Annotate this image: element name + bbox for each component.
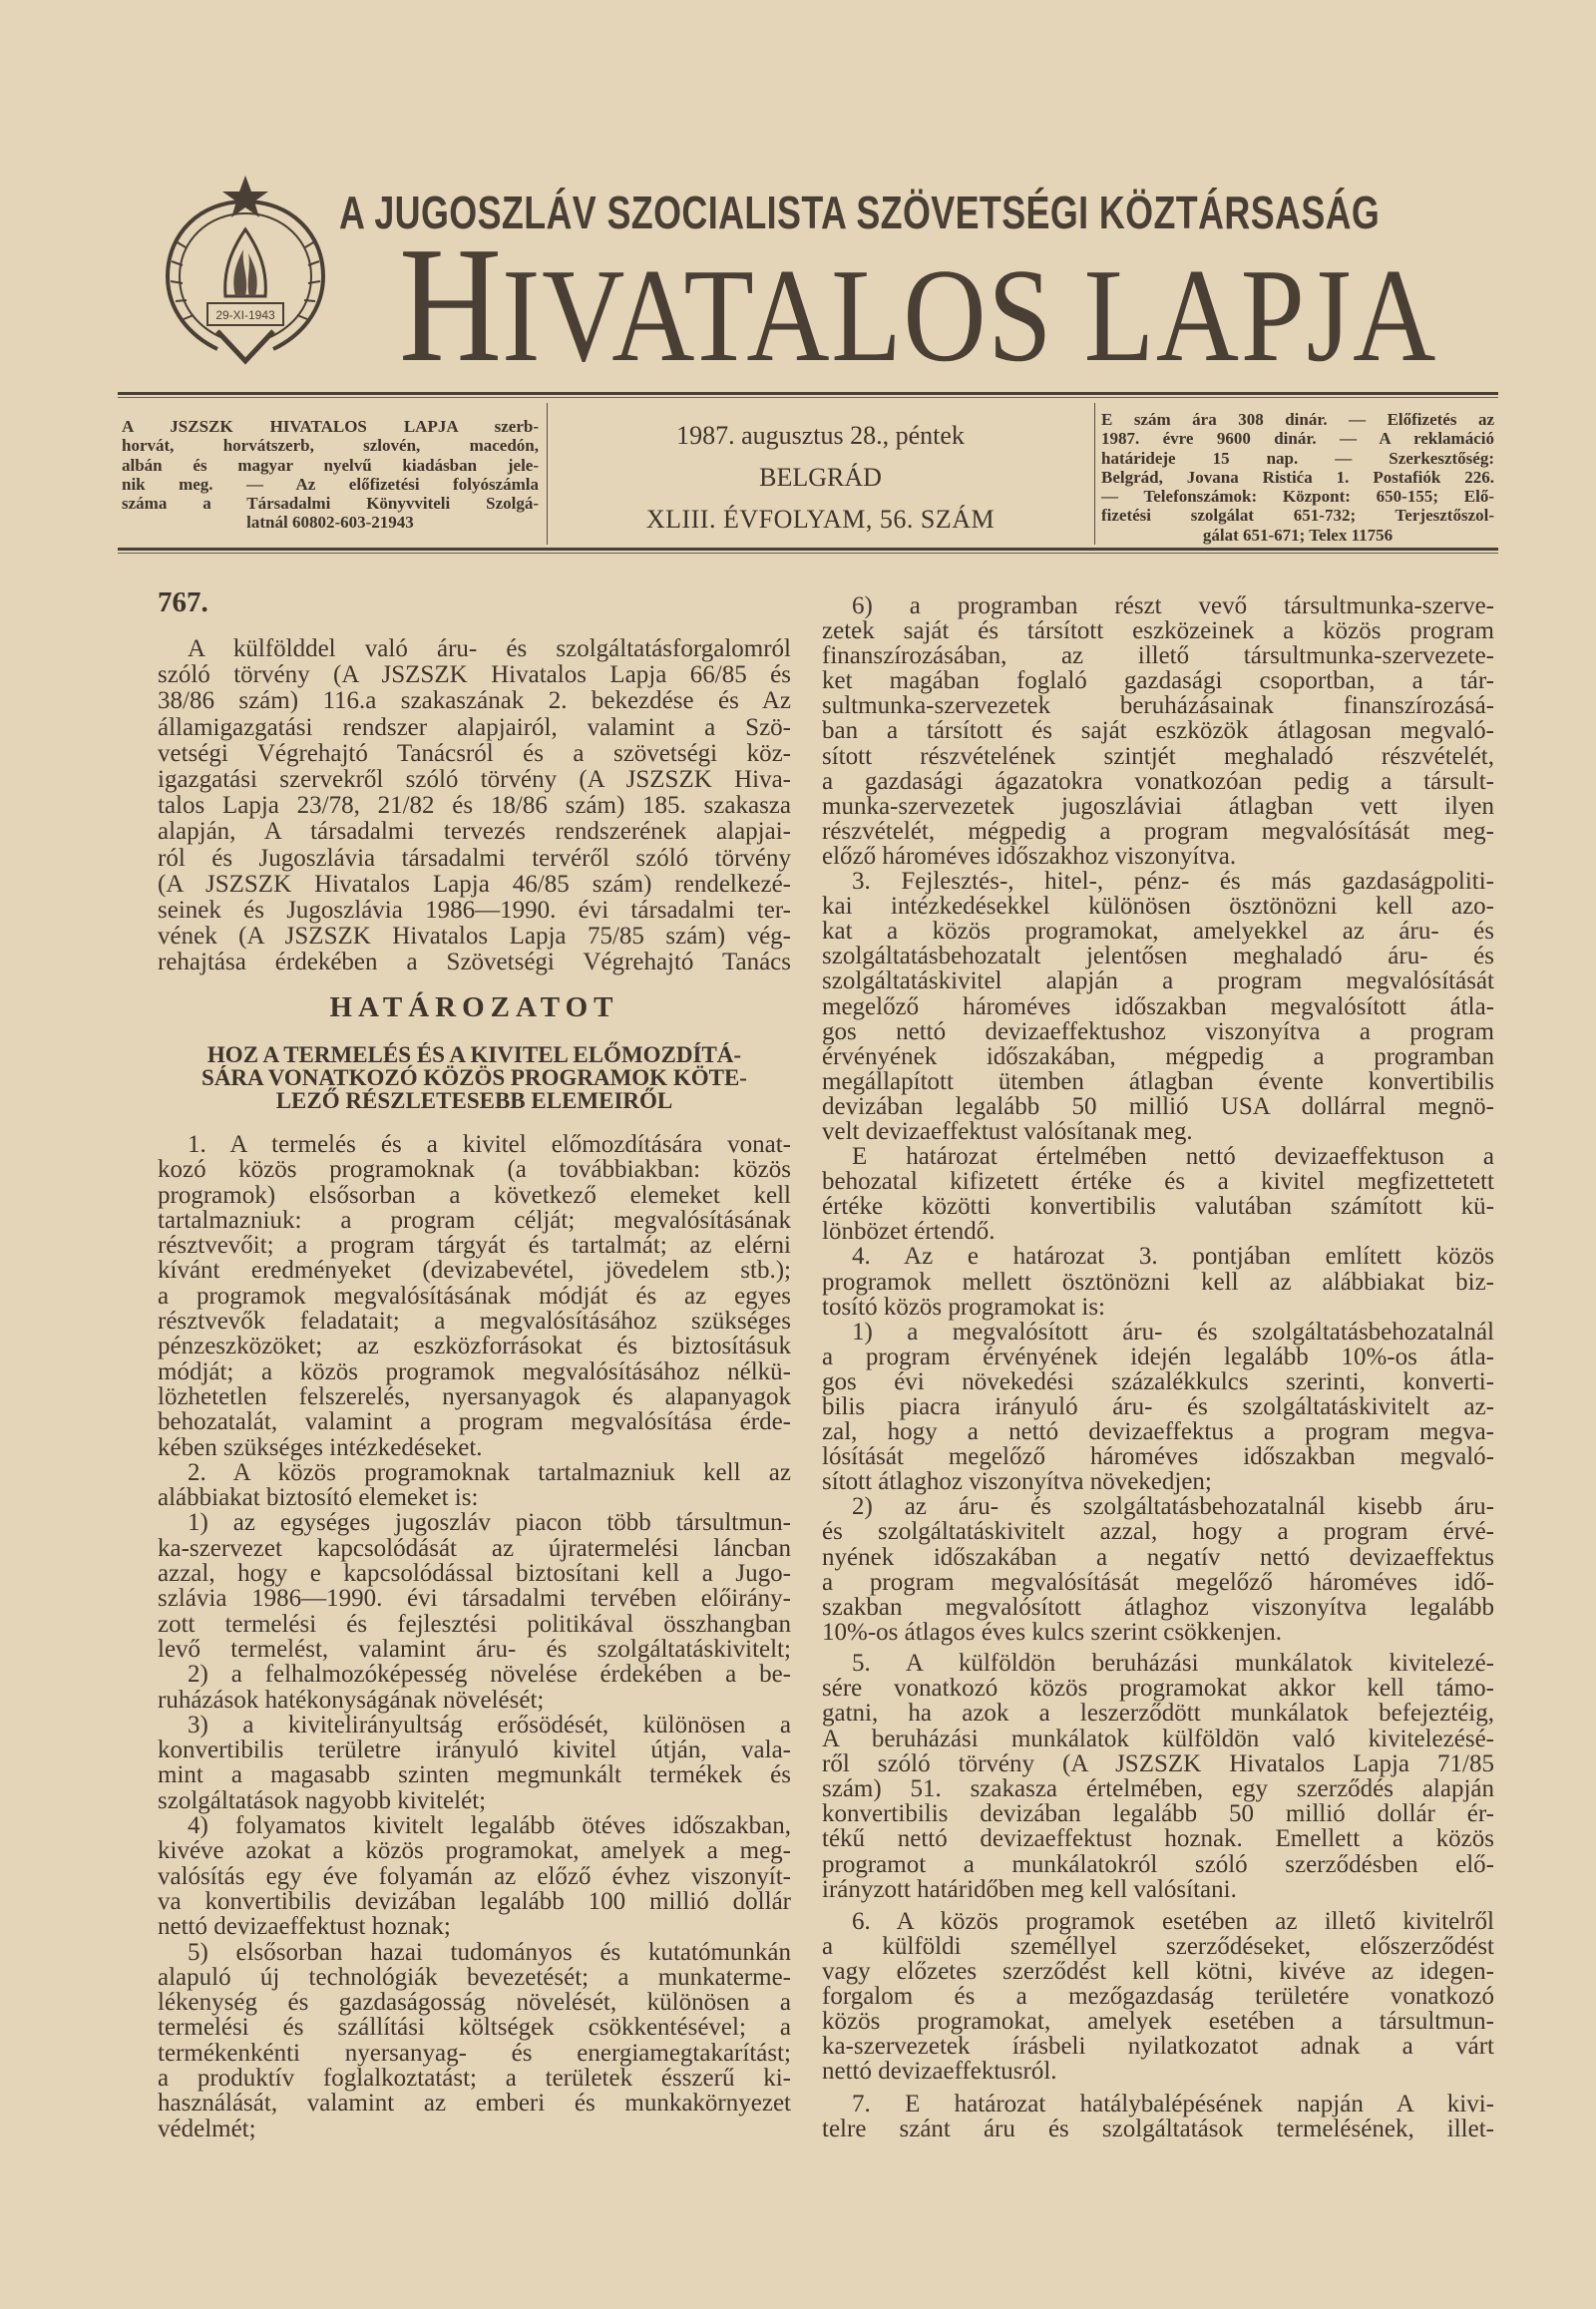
text-line: szolgáltatáskivitel alapján a program megvalósítását — [822, 967, 1494, 995]
text-line: a külföldi személlyel szerződéseket, előszerződést — [822, 1933, 1494, 1960]
text-line: megállapított ütemben átlagban évente konvertibilis — [822, 1067, 1494, 1095]
text-line: közös programokat, amelyek esetében a társultmun- — [822, 2008, 1494, 2035]
text-line: talos Lapja 23/78, 21/82 és 18/86 szám) 185. szakasza — [158, 792, 791, 820]
issue-info — [559, 415, 1082, 541]
text-line: telre szánt áru és szolgáltatások termelésének, illet- — [822, 2116, 1494, 2142]
info-line: latnál 60802-603-21943 — [246, 513, 414, 533]
text-line: vének (A JSZSZK Hivatalos Lapja 75/85 szám) vég- — [158, 923, 791, 951]
left-column-body — [158, 1132, 791, 2141]
text-line: lékenység és gazdaságosság növelését, különösen a — [158, 1989, 791, 2017]
text-line: sított részvételének szintjét meghaladó részvételét, — [822, 742, 1494, 770]
text-line: tékű nettó devizaeffektust hoznak. Emellett a közös — [822, 1825, 1494, 1853]
paragraph — [158, 1510, 791, 1662]
text-line: ka-szervezetek írásbeli nyilatkozatot adnak a várt — [822, 2033, 1494, 2060]
text-line: 3. Fejlesztés-, hitel-, pénz- és más gazdaságpoliti- — [852, 868, 1494, 896]
decision-heading — [158, 1043, 791, 1112]
paragraph — [822, 1144, 1494, 1244]
text-line: érvényének időszakában, mégpedig a programban — [822, 1042, 1494, 1070]
text-line: 1. A termelés és a kivitel előmozdítására vonat- — [188, 1131, 791, 1158]
text-line: értéke közötti konvertibilis valutában számított kü- — [822, 1193, 1494, 1221]
text-line: sére vonatkozó közös programokat akkor kell támo- — [822, 1675, 1494, 1703]
info-line: gálat 651-671; Telex 11756 — [1202, 525, 1394, 545]
act-number: 767. — [158, 586, 208, 618]
text-line: lósítását megelőző hároméves időszakban megvaló- — [822, 1443, 1494, 1471]
paragraph — [822, 593, 1494, 869]
text-line: munka-szervezetek jugoszláviai átlagban vett ilyen — [822, 792, 1494, 820]
text-line: devizában legalább 50 millió USA dollárral megnö- — [822, 1092, 1494, 1120]
text-line: E határozat értelmében nettó devizaeffektuson a — [852, 1143, 1494, 1171]
paragraph — [822, 2092, 1494, 2141]
text-line: a programok megvalósításának módját és az egyes — [158, 1282, 791, 1310]
paragraph — [822, 1320, 1494, 1495]
text-line: alapuló új technológiák bevezetését; a munkaterme- — [158, 1963, 791, 1991]
text-line: programok mellett ösztönözni kell az alábbiakat biz- — [822, 1268, 1494, 1296]
text-line: nettó devizaeffektusról. — [822, 2058, 1057, 2085]
paragraph — [158, 1132, 791, 1460]
paragraph — [822, 1244, 1494, 1319]
text-line: szám) 51. szakasza értelmében, egy szerződés alapján — [822, 1774, 1494, 1802]
republic-name: A JUGOSZLÁV SZOCIALISTA SZÖVETSÉGI KÖZTÁRSASÁG — [339, 187, 1381, 238]
text-line: kat a közös programokat, amelyekkel az áru- és — [822, 918, 1494, 946]
text-line: zal, hogy a nettó devizaeffektus a program megva- — [822, 1418, 1494, 1446]
text-line: tosító közös programokat is: — [822, 1293, 1105, 1321]
text-line: ról és Jugoszlávia társadalmi tervéről szóló törvény — [158, 844, 791, 872]
text-line: szakban megvalósított átlaghoz viszonyítva legalább — [822, 1593, 1494, 1621]
issue-date: 1987. augusztus 28., péntek — [676, 421, 965, 450]
text-line: LEZŐ RÉSZLETESEBB ELEMEIRŐL — [275, 1088, 673, 1113]
text-line: résztvevőit; a program tárgyát és tartalmát; az elérni — [158, 1232, 791, 1260]
band-divider — [1094, 403, 1095, 545]
text-line: 1) az egységes jugoszláv piacon több társultmun- — [188, 1509, 791, 1537]
preamble-paragraph — [158, 636, 791, 975]
text-line: a program érvényének idején legalább 10%-os átla- — [822, 1343, 1494, 1370]
paragraph — [158, 1813, 791, 1939]
text-line: velt devizaeffektust valósítanak meg. — [822, 1117, 1193, 1145]
text-line: kozó közös programoknak (a továbbiakban: közös — [158, 1156, 791, 1184]
text-line: szolgáltatások nagyobb kivitelét; — [158, 1786, 487, 1814]
info-line: határideje 15 nap. — Szerkesztőség: — [1101, 448, 1494, 468]
text-line: nettó devizaeffektust hoznak; — [158, 1913, 451, 1941]
text-line: résztvevők feladatait; a megvalósításához szükséges — [158, 1308, 791, 1336]
text-line: lönbözet értendő. — [822, 1218, 996, 1246]
text-line: ről szóló törvény (A JSZSZK Hivatalos Lapja 71/85 — [822, 1749, 1494, 1777]
title-initial: H — [399, 212, 503, 396]
publication-title — [399, 212, 1438, 396]
issue-number: XLIII. ÉVFOLYAM, 56. SZÁM — [645, 505, 996, 534]
text-line: behozatal kifizetett értéke és a kivitel megfizettetett — [822, 1168, 1494, 1196]
text-line: ket magában foglaló gazdasági csoportban, a tár- — [822, 667, 1494, 695]
text-line: gos nettó devizaeffektushoz viszonyítva a program — [822, 1017, 1494, 1045]
text-line: gos évi növekedési százalékkulcs szerinti, konverti- — [822, 1367, 1494, 1395]
text-line: használását, valamint az emberi és munkakörnyezet — [158, 2090, 791, 2117]
paragraph — [822, 1651, 1494, 1902]
text-line: 1) a megvalósított áru- és szolgáltatásbehozatalnál — [852, 1318, 1494, 1346]
text-line: előző hároméves időszakhoz viszonyítva. — [822, 842, 1237, 870]
issue-city: BELGRÁD — [759, 463, 882, 492]
text-line: termelési és szállítási költségek csökkentésével; a — [158, 2014, 791, 2042]
text-line: 4. Az e határozat 3. pontjában említett közös — [852, 1243, 1494, 1271]
band-rule-top — [118, 392, 1498, 398]
text-line: SÁRA VONATKOZÓ KÖZÖS PROGRAMOK KÖTE- — [201, 1065, 747, 1090]
info-line: E szám ára 308 dinár. — Előfizetés az — [1101, 410, 1494, 429]
paragraph — [158, 1713, 791, 1813]
emblem-date: 29-XI-1943 — [215, 308, 275, 322]
text-line: irányzott határidőben meg kell valósítani. — [822, 1875, 1237, 1903]
text-line: 7. E határozat hatálybalépésének napján A kivi- — [852, 2091, 1494, 2117]
text-line: A külfölddel való áru- és szolgáltatásforgalomról — [188, 635, 791, 662]
info-line: fizetési szolgálat 651-732; Terjesztőszol- — [1101, 506, 1494, 526]
text-line: megelőző hároméves időszakban megvalósított átla- — [822, 992, 1494, 1020]
text-line: pénzeszközöket; az eszközforrásokat és biztosításuk — [158, 1333, 791, 1360]
paragraph — [822, 1494, 1494, 1645]
text-line: védelmét; — [158, 2115, 256, 2142]
text-line: termékenkénti nyersanyag- és energiamegtakarítást; — [158, 2039, 791, 2067]
text-line: programot a munkálatokról szóló szerződésben elő- — [822, 1850, 1494, 1878]
text-line: kivéve azokat a közös programokat, amelyek a meg- — [158, 1837, 791, 1865]
text-line: azzal, hogy e kapcsolódással biztosítani kell a Jugo- — [158, 1560, 791, 1588]
text-line: 6. A közös programok esetében az illető kivitelről — [852, 1908, 1494, 1935]
text-line: finanszírozásában, az illető társultmunka-szervezete- — [822, 642, 1494, 670]
paragraph — [822, 1909, 1494, 2084]
text-line: 6) a programban részt vevő társultmunka-szerve- — [852, 592, 1494, 619]
text-line: zetek saját és társított eszközeinek a közös program — [822, 617, 1494, 645]
text-line: mint a magasabb szinten megmunkált termékek és — [158, 1761, 791, 1789]
text-line: gatni, ha azok a leszerződött munkálatok befejeztéig, — [822, 1700, 1494, 1728]
text-line: 4) folyamatos kivitelt legalább ötéves időszakban, — [188, 1812, 791, 1840]
text-line: a gazdasági ágazatokra vonatkozóan pedig a társult- — [822, 767, 1494, 795]
text-line: 3) a kivitelirányultság erősödését, különösen a — [188, 1711, 791, 1738]
text-line: seinek és Jugoszlávia 1986—1990. évi társadalmi ter- — [158, 896, 791, 924]
text-line: (A JSZSZK Hivatalos Lapja 46/85 szám) rendelkezé- — [158, 870, 791, 898]
text-line: ka-szervezet kapcsolódását az újratermelési láncban — [158, 1534, 791, 1562]
text-line: HOZ A TERMELÉS ÉS A KIVITEL ELŐMOZDÍTÁ- — [206, 1042, 742, 1067]
publication-info — [122, 417, 539, 533]
section-7 — [822, 2092, 1494, 2141]
info-line: Belgrád, Jovana Ristića 1. Postafiók 226. — [1101, 467, 1494, 487]
text-line: szlávia 1986—1990. évi társadalmi tervében előirány- — [158, 1585, 791, 1613]
text-line: tartalmazniuk: a program célját; megvalósításának — [158, 1206, 791, 1234]
info-line: A JSZSZK HIVATALOS LAPJA szerb- — [122, 417, 539, 436]
text-line: lözhetetlen felszerelés, nyersanyagok és alapanyagok — [158, 1382, 791, 1410]
info-line: horvát, horvátszerb, szlovén, macedón, — [122, 436, 539, 456]
text-line: 5) elsősorban hazai tudományos és kutatómunkán — [188, 1938, 791, 1966]
text-line: rehajtása érdekében a Szövetségi Végrehajtó Tanács — [158, 949, 791, 976]
text-line: va konvertibilis devizában legalább 100 millió dollár — [158, 1887, 791, 1915]
paragraph — [158, 1043, 791, 1112]
text-line: a program megvalósítását megelőző hároméves idő- — [822, 1568, 1494, 1596]
info-line: nik meg. — Az előfizetési folyószámla — [122, 474, 539, 494]
text-line: a produktív foglalkoztatást; a területek ésszerű ki- — [158, 2064, 791, 2092]
text-line: bilis piacra irányuló áru- és szolgáltatáskivitelt az- — [822, 1393, 1494, 1420]
right-column-body — [822, 593, 1494, 1645]
paragraph — [158, 1662, 791, 1713]
text-line: sított átlaghoz viszonyítva növekedjen; — [822, 1468, 1212, 1496]
subscription-info — [1101, 410, 1494, 545]
text-line: 5. A külföldön beruházási munkálatok kivitelezé- — [852, 1650, 1494, 1677]
text-line: részvételét, mégpedig a program megvalósítását meg- — [822, 817, 1494, 845]
text-line: 10%-os átlagos éves kulcs szerint csökkenjen. — [822, 1618, 1282, 1646]
text-line: behozatalát, valamint a program megvalósítása érde- — [158, 1408, 791, 1436]
text-line: vetségi Végrehajtó Tanácsról és a szövetségi köz- — [158, 739, 791, 767]
info-line: — Telefonszámok: Központ: 650-155; Elő- — [1101, 487, 1494, 507]
text-line: alábbiakat biztosító elemeket is: — [158, 1484, 479, 1512]
section-5 — [822, 1651, 1494, 1902]
state-emblem — [146, 172, 345, 371]
text-line: alapján, A társadalmi tervezés rendszerének alapjai- — [158, 818, 791, 846]
decision-title: HATÁROZATOT — [329, 991, 619, 1023]
text-line: kai intézkedésekkel különösen ösztönözni kell azo- — [822, 893, 1494, 921]
text-line: ban a társított és saját eszközök átlagosan megvaló- — [822, 717, 1494, 745]
text-line: forgalom és a mezőgazdaság területére vonatkozó — [822, 1983, 1494, 2010]
text-line: kében szükséges intézkedéseket. — [158, 1433, 483, 1461]
info-line: 1987. évre 9600 dinár. — A reklamáció — [1101, 429, 1494, 449]
text-line: kívánt eredményeket (devizabevétel, jövedelem stb.); — [158, 1257, 791, 1285]
text-line: 2) az áru- és szolgáltatásbehozatalnál kisebb áru- — [852, 1493, 1494, 1521]
text-line: igazgatási szervekről szóló törvény (A JSZSZK Hiva- — [158, 765, 791, 793]
info-line: albán és magyar nyelvű kiadásban jele- — [122, 455, 539, 475]
band-divider — [547, 403, 548, 545]
text-line: valósítás egy éve folyamán az előző évhez viszonyít- — [158, 1862, 791, 1890]
text-line: konvertibilis területre irányuló kivitel útján, vala- — [158, 1736, 791, 1764]
paragraph — [158, 1940, 791, 2141]
text-line: nyének időszakában a negatív nettó devizaeffektus — [822, 1543, 1494, 1571]
text-line: szolgáltatásbehozatalt jelentősen meghaladó áru- és — [822, 943, 1494, 970]
text-line: 38/86 szám) 116.a szakaszának 2. bekezdése és Az — [158, 687, 791, 715]
text-line: A beruházási munkálatok külföldön való kivitelezésé- — [822, 1725, 1494, 1752]
text-line: államigazgatási rendszer alapjairól, valamint a Szö- — [158, 713, 791, 741]
text-line: módját; a közös programok megvalósításához nélkü- — [158, 1357, 791, 1385]
emblem-icon — [146, 172, 345, 371]
paragraph — [822, 869, 1494, 1144]
text-line: 2) a felhalmozóképesség növelése érdekében a be- — [188, 1661, 791, 1689]
text-line: levő termelést, valamint áru- és szolgáltatáskivitelt; — [158, 1635, 791, 1663]
text-line: ruházások hatékonyságának növelését; — [158, 1686, 545, 1714]
text-line: konvertibilis devizában legalább 50 millió dollár ér- — [822, 1800, 1494, 1828]
text-line: zott termelési és fejlesztési politikával összhangban — [158, 1610, 791, 1638]
text-line: szóló törvény (A JSZSZK Hivatalos Lapja 66/85 és — [158, 661, 791, 689]
paragraph — [158, 1460, 791, 1511]
info-line: száma a Társadalmi Könyvviteli Szolgá- — [122, 494, 539, 514]
text-line: 2. A közös programoknak tartalmazniuk kell az — [188, 1458, 791, 1486]
title-rest: IVATALOS LAPJA — [502, 241, 1438, 389]
text-line: sultmunka-szervezetek beruházásainak finanszírozásá- — [822, 692, 1494, 720]
text-line: és szolgáltatáskivitelt azzal, hogy a program érvé- — [822, 1518, 1494, 1546]
paragraph — [158, 636, 791, 975]
band-rule-bottom — [118, 548, 1498, 554]
text-line: vagy előzetes szerződést kell kötni, kivéve az idegen- — [822, 1958, 1494, 1985]
section-6 — [822, 1909, 1494, 2084]
text-line: programok) elsősorban a következő elemeket kell — [158, 1181, 791, 1209]
